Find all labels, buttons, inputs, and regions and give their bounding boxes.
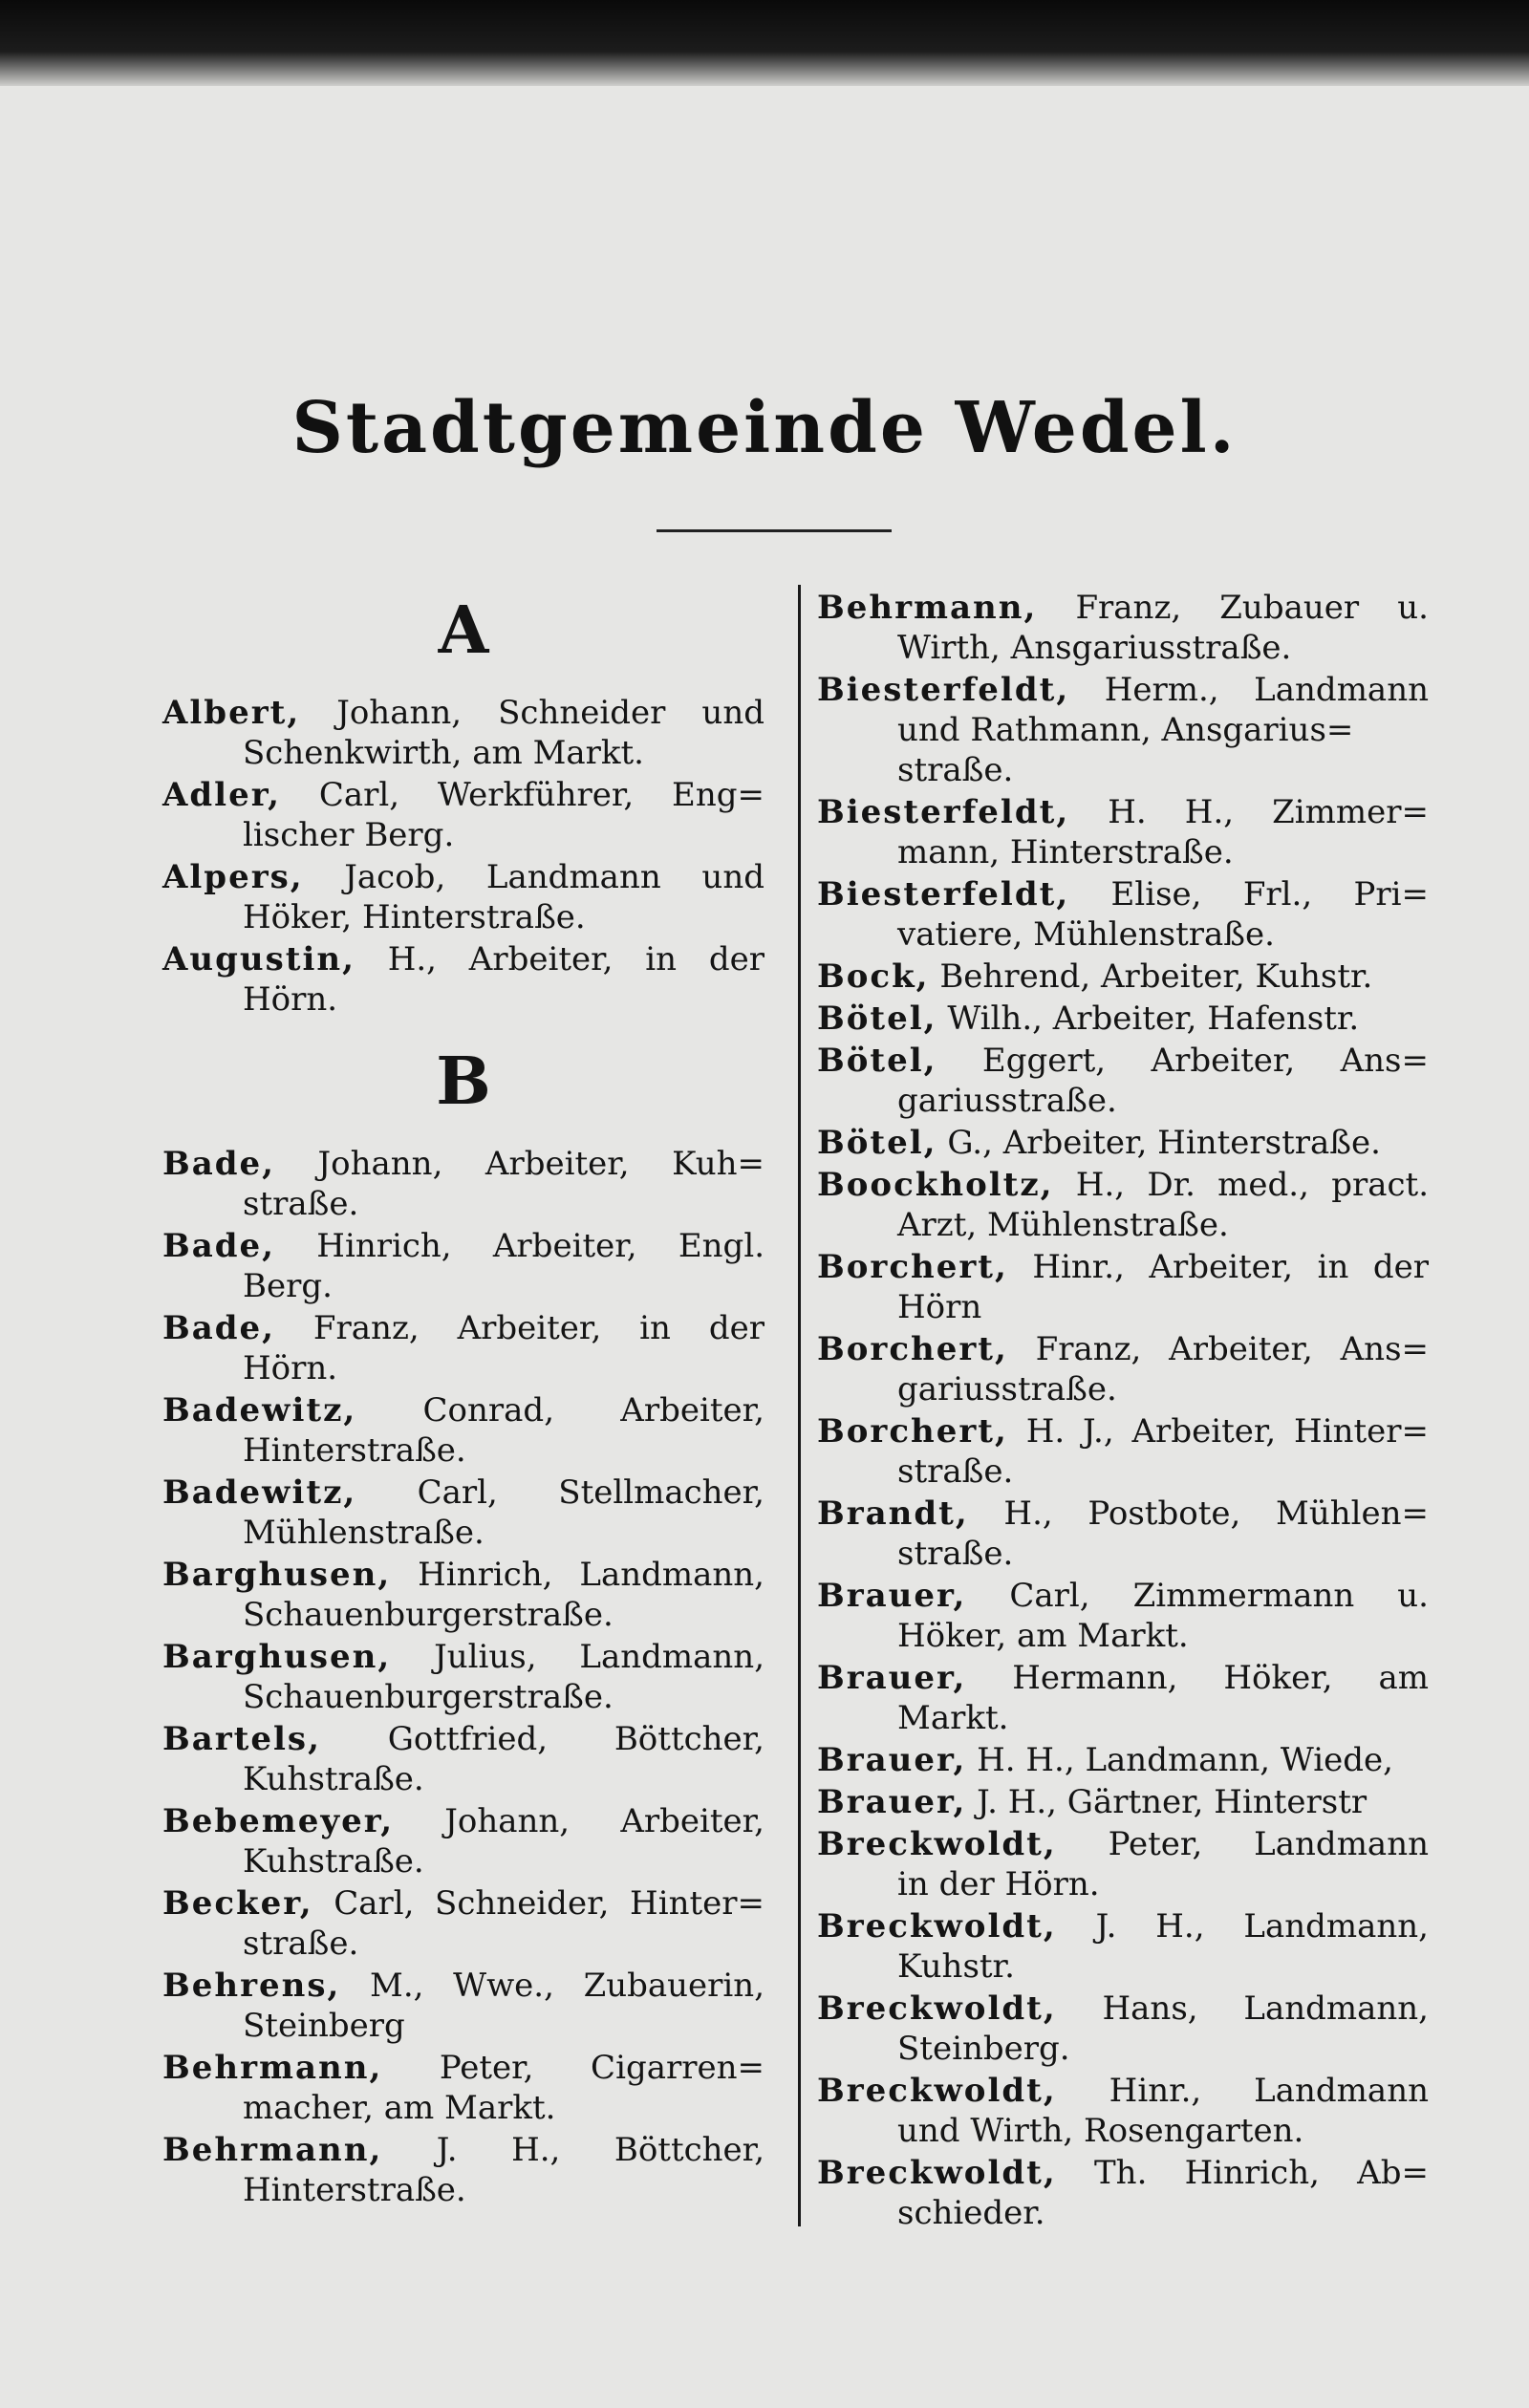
entry-line	[162, 1144, 764, 1184]
entry-line	[817, 1740, 1429, 1780]
entry-line	[817, 2071, 1429, 2111]
entry-continuation: Wirth, Ansgariusstraße.	[897, 629, 1292, 667]
entry-continuation: macher, am Markt.	[243, 2089, 556, 2127]
entry-line	[817, 1906, 1429, 1946]
entry-surname: Brauer,	[817, 1577, 967, 1615]
directory-entry	[162, 1966, 764, 2046]
directory-entry	[162, 1801, 764, 1881]
entry-surname: Augustin,	[162, 940, 355, 978]
entry-line	[817, 2153, 1429, 2193]
directory-entry	[817, 792, 1429, 872]
entry-continuation: Kuhstraße.	[243, 1842, 424, 1881]
entry-details: M., Wwe., Zubauerin,	[340, 1967, 764, 2005]
entry-continuation: straße.	[897, 751, 1014, 789]
entry-line	[817, 1247, 1429, 1287]
entry-surname: Breckwoldt,	[817, 2072, 1057, 2110]
entry-line	[817, 1824, 1429, 1864]
entry-line	[817, 1658, 1429, 1698]
entry-details: Franz, Arbeiter, in der	[275, 1309, 764, 1347]
entry-line	[817, 1329, 1429, 1369]
entry-continuation: Kuhstr.	[897, 1947, 1015, 1986]
entry-surname: Badewitz,	[162, 1473, 357, 1512]
directory-entry	[162, 857, 764, 937]
entry-surname: Brandt,	[817, 1494, 969, 1533]
entry-line	[162, 1308, 764, 1348]
entry-details: J. H., Landmann,	[1056, 1907, 1429, 1946]
directory-entry	[817, 588, 1429, 668]
entry-continuation: und Wirth, Rosengarten.	[897, 2112, 1304, 2150]
entry-details: H. H., Zimmer=	[1069, 793, 1429, 831]
entry-surname: Behrmann,	[162, 2049, 383, 2087]
entry-details: Hermann, Höker, am	[966, 1659, 1429, 1697]
entry-continuation: Hörn.	[243, 1349, 338, 1387]
directory-entry	[817, 2153, 1429, 2233]
entry-continuation: Schauenburgerstraße.	[243, 1596, 614, 1634]
entry-details: Julius, Landmann,	[391, 1638, 764, 1676]
entry-line	[162, 2130, 764, 2170]
directory-entry	[162, 1555, 764, 1635]
entry-surname: Bebemeyer,	[162, 1802, 395, 1840]
entry-surname: Badewitz,	[162, 1391, 357, 1430]
entry-details: Carl, Stellmacher,	[356, 1473, 764, 1512]
entry-surname: Bötel,	[817, 1124, 937, 1162]
directory-entry	[162, 2048, 764, 2128]
entry-line	[162, 1801, 764, 1841]
entry-details: Peter, Cigarren=	[382, 2049, 764, 2087]
entry-surname: Adler,	[162, 776, 281, 814]
entry-details: G., Arbeiter, Hinterstraße.	[937, 1124, 1381, 1162]
entry-continuation: lischer Berg.	[243, 816, 455, 854]
entry-continuation: in der Hörn.	[897, 1865, 1100, 1903]
entry-details: Th. Hinrich, Ab=	[1056, 2154, 1429, 2192]
entry-continuation: und Rathmann, Ansgarius=	[897, 711, 1354, 749]
entry-line	[162, 2048, 764, 2088]
directory-entry	[162, 1637, 764, 1717]
entry-details: Carl, Werkführer, Eng=	[280, 776, 764, 814]
entry-continuation: Kuhstraße.	[243, 1760, 424, 1798]
entry-surname: Bade,	[162, 1145, 276, 1183]
entry-details: H., Dr. med., pract.	[1053, 1166, 1429, 1204]
entry-surname: Behrmann,	[162, 2131, 383, 2169]
entry-line	[162, 1966, 764, 2006]
entry-continuation: Berg.	[243, 1267, 333, 1305]
entry-line	[817, 957, 1429, 997]
directory-entry	[817, 1123, 1429, 1163]
directory-entry	[162, 775, 764, 855]
entry-line	[817, 1989, 1429, 2029]
entry-line	[162, 857, 764, 897]
entry-details: Elise, Frl., Pri=	[1069, 875, 1429, 914]
entry-continuation: vatiere, Mühlenstraße.	[897, 915, 1275, 954]
entry-line	[817, 792, 1429, 832]
entry-line	[817, 588, 1429, 628]
entry-surname: Breckwoldt,	[817, 1825, 1057, 1863]
column-divider	[798, 585, 801, 2226]
entry-line	[162, 1390, 764, 1430]
entry-continuation: Schenkwirth, am Markt.	[243, 734, 644, 772]
directory-entry	[817, 1411, 1429, 1492]
entry-line	[817, 1041, 1429, 1081]
entry-details: Johann, Schneider und	[300, 694, 764, 732]
right-column	[817, 588, 1429, 2235]
entry-line	[817, 1782, 1429, 1822]
entry-line	[817, 1411, 1429, 1451]
entry-surname: Albert,	[162, 694, 301, 732]
left-column	[162, 588, 764, 2212]
entry-surname: Bade,	[162, 1309, 276, 1347]
entry-continuation: Steinberg.	[897, 2030, 1070, 2068]
entry-line	[162, 939, 764, 979]
entry-continuation: mann, Hinterstraße.	[897, 833, 1234, 871]
directory-entry	[817, 1247, 1429, 1327]
entry-details: Eggert, Arbeiter, Ans=	[937, 1042, 1429, 1080]
entry-details: Hinrich, Arbeiter, Engl.	[275, 1227, 764, 1265]
directory-entry	[817, 957, 1429, 997]
entry-details: Behrend, Arbeiter, Kuhstr.	[929, 957, 1373, 996]
entry-details: Peter, Landmann	[1056, 1825, 1429, 1863]
entry-details: J. H., Gärtner, Hinterstr	[966, 1783, 1367, 1821]
entry-details: Hans, Landmann,	[1056, 1989, 1429, 2028]
entry-continuation: Steinberg	[243, 2007, 405, 2045]
entry-continuation: Hinterstraße.	[243, 2171, 466, 2209]
scan-edge	[0, 0, 1529, 86]
directory-entry	[817, 1576, 1429, 1656]
entry-surname: Breckwoldt,	[817, 1907, 1057, 1946]
entry-details: Franz, Zubauer u.	[1037, 589, 1429, 627]
entry-continuation: Hinterstraße.	[243, 1431, 466, 1470]
entry-surname: Barghusen,	[162, 1556, 392, 1594]
entry-surname: Brauer,	[817, 1783, 967, 1821]
entry-details: Franz, Arbeiter, Ans=	[1007, 1330, 1429, 1368]
entry-line	[162, 1719, 764, 1759]
directory-entry	[162, 1144, 764, 1224]
entry-surname: Bartels,	[162, 1720, 321, 1758]
entry-continuation: Hörn	[897, 1288, 982, 1326]
entry-line	[162, 1555, 764, 1595]
entry-details: H., Arbeiter, in der	[355, 940, 764, 978]
entry-continuation: Höker, Hinterstraße.	[243, 898, 586, 936]
entry-details: Hinr., Arbeiter, in der	[1007, 1248, 1429, 1286]
entry-surname: Becker,	[162, 1884, 313, 1923]
entry-continuation: Schauenburgerstraße.	[243, 1678, 614, 1716]
entry-continuation: straße.	[897, 1535, 1014, 1573]
directory-entry	[817, 1989, 1429, 2069]
entry-line	[162, 1883, 764, 1924]
entry-surname: Bock,	[817, 957, 930, 996]
entry-surname: Boockholtz,	[817, 1166, 1054, 1204]
entry-continuation: Arzt, Mühlenstraße.	[897, 1206, 1229, 1244]
entry-surname: Brauer,	[817, 1741, 967, 1779]
directory-entry	[817, 1658, 1429, 1738]
entry-surname: Biesterfeldt,	[817, 671, 1070, 709]
directory-entry	[817, 2071, 1429, 2151]
entry-details: Wilh., Arbeiter, Hafenstr.	[937, 1000, 1360, 1038]
directory-entry	[162, 1473, 764, 1553]
entry-surname: Biesterfeldt,	[817, 793, 1070, 831]
entry-continuation: straße.	[897, 1452, 1014, 1491]
entry-surname: Alpers,	[162, 858, 304, 896]
entry-surname: Breckwoldt,	[817, 1989, 1057, 2028]
entry-line	[162, 1637, 764, 1677]
directory-entry	[162, 1390, 764, 1471]
entry-continuation: Markt.	[897, 1699, 1009, 1737]
entry-details: Conrad, Arbeiter,	[356, 1391, 764, 1430]
entry-details: Hinr., Landmann	[1056, 2072, 1429, 2110]
entry-surname: Bötel,	[817, 1000, 937, 1038]
directory-entry	[817, 1165, 1429, 1245]
entry-line	[162, 1473, 764, 1513]
entry-details: Jacob, Landmann und	[303, 858, 764, 896]
entry-surname: Borchert,	[817, 1248, 1008, 1286]
directory-entry	[162, 1308, 764, 1388]
entry-continuation: gariusstraße.	[897, 1370, 1117, 1408]
directory-entry	[817, 1740, 1429, 1780]
entry-details: Carl, Schneider, Hinter=	[312, 1884, 764, 1923]
entry-line	[817, 1494, 1429, 1534]
entry-line	[162, 775, 764, 815]
entry-surname: Breckwoldt,	[817, 2154, 1057, 2192]
entry-continuation: gariusstraße.	[897, 1082, 1117, 1120]
directory-entry	[162, 2130, 764, 2210]
entry-line	[817, 999, 1429, 1039]
page-title: Stadtgemeinde Wedel.	[291, 387, 1238, 469]
entry-continuation: Hörn.	[243, 980, 338, 1019]
directory-entry	[817, 874, 1429, 955]
directory-entry	[817, 1041, 1429, 1121]
entry-line	[817, 1165, 1429, 1205]
entry-continuation: straße.	[243, 1185, 359, 1223]
entry-surname: Behrmann,	[817, 589, 1038, 627]
directory-entry	[817, 1906, 1429, 1987]
entry-continuation: Höker, am Markt.	[897, 1617, 1189, 1655]
directory-entry	[162, 1883, 764, 1964]
entry-surname: Bade,	[162, 1227, 276, 1265]
entry-surname: Borchert,	[817, 1412, 1008, 1451]
entry-line	[817, 670, 1429, 710]
entry-surname: Biesterfeldt,	[817, 875, 1070, 914]
entry-details: Hinrich, Landmann,	[391, 1556, 764, 1594]
entry-continuation: schieder.	[897, 2194, 1045, 2232]
entry-details: Johann, Arbeiter,	[394, 1802, 764, 1840]
directory-entry	[162, 1226, 764, 1306]
directory-entry	[817, 1494, 1429, 1574]
entry-surname: Behrens,	[162, 1967, 341, 2005]
section-letter-b: B	[436, 1043, 491, 1120]
section-letter-a: A	[438, 592, 489, 669]
directory-entry	[817, 670, 1429, 790]
entry-details: H. J., Arbeiter, Hinter=	[1007, 1412, 1429, 1451]
entry-line	[162, 693, 764, 733]
title-rule	[657, 529, 892, 532]
entry-details: Carl, Zimmermann u.	[966, 1577, 1429, 1615]
entry-surname: Brauer,	[817, 1659, 967, 1697]
entry-line	[162, 1226, 764, 1266]
entry-line	[817, 1123, 1429, 1163]
entry-line	[817, 874, 1429, 914]
entry-details: J. H., Böttcher,	[382, 2131, 764, 2169]
entry-surname: Borchert,	[817, 1330, 1008, 1368]
directory-entry	[817, 1824, 1429, 1904]
directory-entry	[162, 939, 764, 1020]
entry-continuation: Mühlenstraße.	[243, 1514, 485, 1552]
entry-surname: Bötel,	[817, 1042, 937, 1080]
entry-details: H. H., Landmann, Wiede,	[966, 1741, 1393, 1779]
entry-details: H., Postbote, Mühlen=	[968, 1494, 1429, 1533]
entry-surname: Barghusen,	[162, 1638, 392, 1676]
entry-continuation: straße.	[243, 1924, 359, 1963]
directory-entry	[817, 1329, 1429, 1409]
entry-details: Herm., Landmann	[1069, 671, 1429, 709]
directory-entry	[162, 1719, 764, 1799]
directory-entry	[817, 1782, 1429, 1822]
directory-entry	[162, 693, 764, 773]
entry-details: Gottfried, Böttcher,	[320, 1720, 764, 1758]
directory-entry	[817, 999, 1429, 1039]
entry-details: Johann, Arbeiter, Kuh=	[275, 1145, 764, 1183]
entry-line	[817, 1576, 1429, 1616]
